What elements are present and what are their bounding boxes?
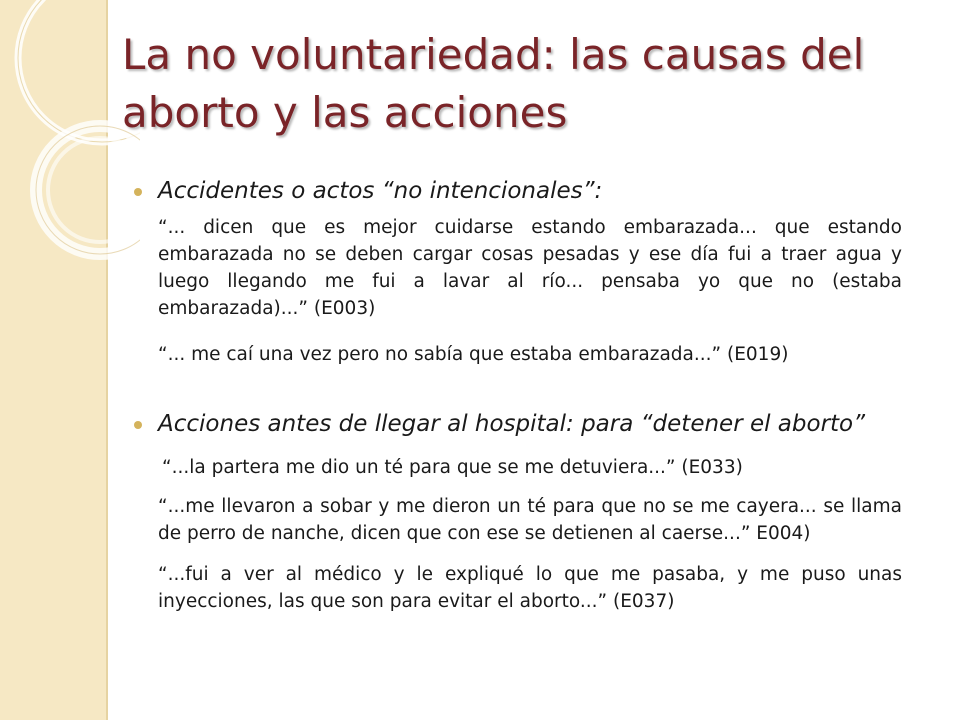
slide-title: La no voluntariedad: las causas del aborto y las acciones	[122, 30, 865, 137]
bullet-dot-icon	[134, 421, 142, 429]
quote-block: “... me caí una vez pero no sabía que estaba embarazada...” (E019)	[158, 344, 789, 365]
quote-block: “...la partera me dio un té para que se me detuviera...” (E033)	[162, 457, 743, 478]
bullet-dot-icon	[134, 188, 142, 196]
quote-block: “...me llevaron a sobar y me dieron un té para que no se me cayera... se llama de perro de nanche, dicen que con ese se detienen al caerse...” E004)	[158, 496, 902, 544]
bullet-heading: Accidentes o actos “no intencionales”:	[158, 178, 603, 204]
quote-block: “...fui a ver al médico y le expliqué lo que me pasaba, y me puso unas inyecciones, las que son para evitar el aborto...” (E037)	[158, 564, 902, 612]
circle-ornament-icon	[0, 0, 140, 330]
bullet-heading: Acciones antes de llegar al hospital: para “detener el aborto”	[158, 411, 866, 437]
quote-block: “... dicen que es mejor cuidarse estando embarazada... que estando embarazada no se deben cargar cosas pesadas y ese día fui a traer agua y luego llegando me fui a lavar al río... pensaba yo que no (estaba embarazada)...” (E003)	[158, 217, 902, 319]
